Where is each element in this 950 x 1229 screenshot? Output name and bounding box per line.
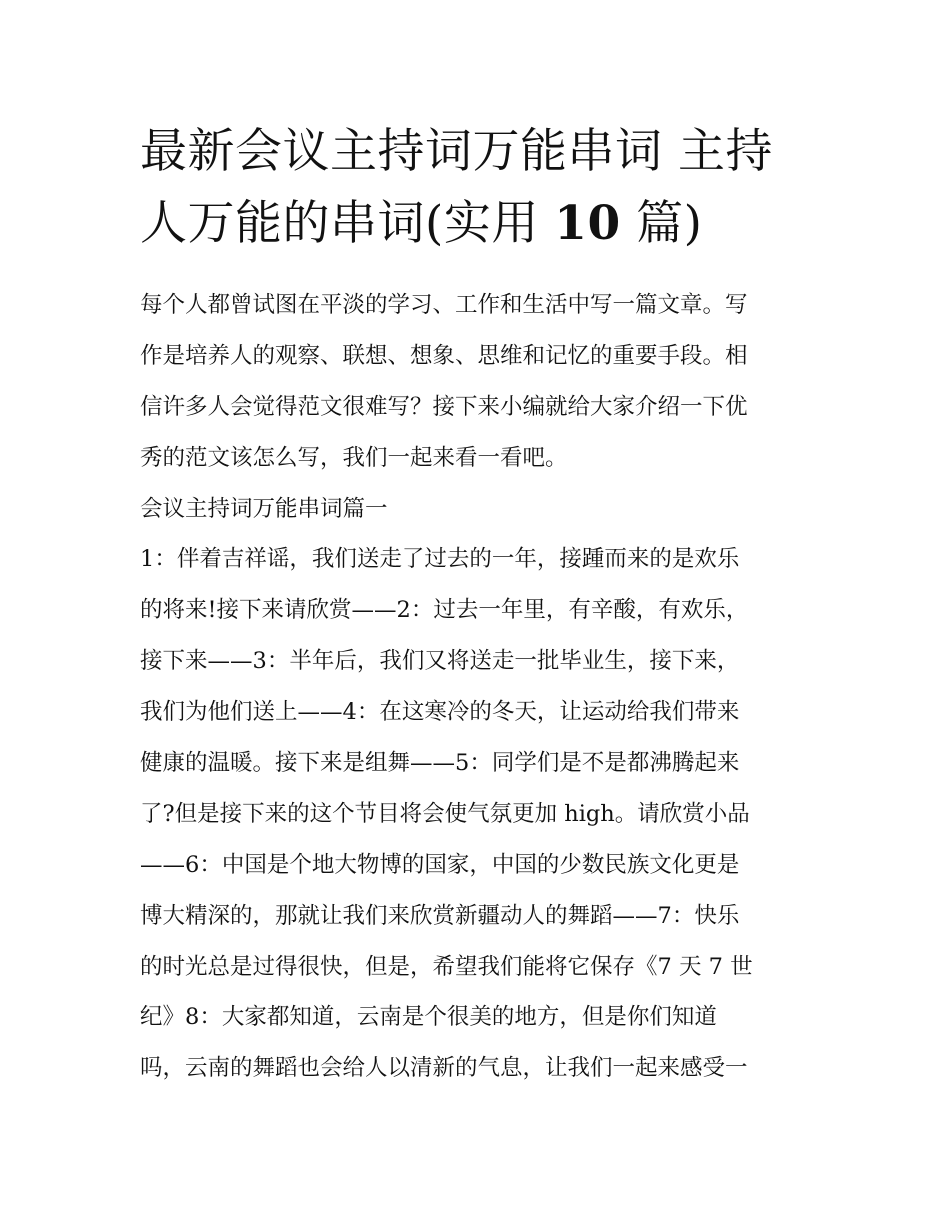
intro-line: 每个人都曾试图在平淡的学习、工作和生活中写一篇文章。写 xyxy=(140,292,748,318)
content-line: 了?但是接下来的这个节目将会使气氛更加 high。请欣赏小品 xyxy=(140,800,750,827)
title-line: 最新会议主持词万能串词 主持 xyxy=(140,124,773,179)
section-heading: 会议主持词万能串词篇一 xyxy=(140,495,388,522)
content-line: 我们为他们送上——4：在这寒冷的冬天，让运动给我们带来 xyxy=(140,699,740,726)
content-line: 的将来!接下来请欣赏——2：过去一年里，有辛酸，有欢乐， xyxy=(140,597,749,624)
content-line: 1：伴着吉祥谣，我们送走了过去的一年，接踵而来的是欢乐 xyxy=(140,546,740,573)
content-line: 纪》8：大家都知道，云南是个很美的地方，但是你们知道 xyxy=(140,1004,717,1031)
content-line: 吗，云南的舞蹈也会给人以清新的气息，让我们一起来感受一 xyxy=(140,1055,748,1082)
content-line: 的时光总是过得很快，但是，希望我们能将它保存《7 天 7 世 xyxy=(140,953,753,980)
intro-line: 秀的范文该怎么写，我们一起来看一看吧。 xyxy=(140,444,568,471)
content-line: ——6：中国是个地大物博的国家，中国的少数民族文化更是 xyxy=(140,851,740,878)
document-body xyxy=(140,280,830,1094)
title-line: 人万能的串词(实用 10 篇) xyxy=(140,196,703,251)
document-title xyxy=(140,116,820,260)
intro-line: 作是培养人的观察、联想、想象、思维和记忆的重要手段。相 xyxy=(140,342,748,369)
content-line: 接下来——3：半年后，我们又将送走一批毕业生，接下来， xyxy=(140,648,740,675)
intro-line: 信许多人会觉得范文很难写？接下来小编就给大家介绍一下优 xyxy=(140,393,748,420)
content-line: 博大精深的，那就让我们来欣赏新疆动人的舞蹈——7：快乐 xyxy=(140,902,740,929)
content-line: 健康的温暖。接下来是组舞——5：同学们是不是都沸腾起来 xyxy=(140,750,740,777)
